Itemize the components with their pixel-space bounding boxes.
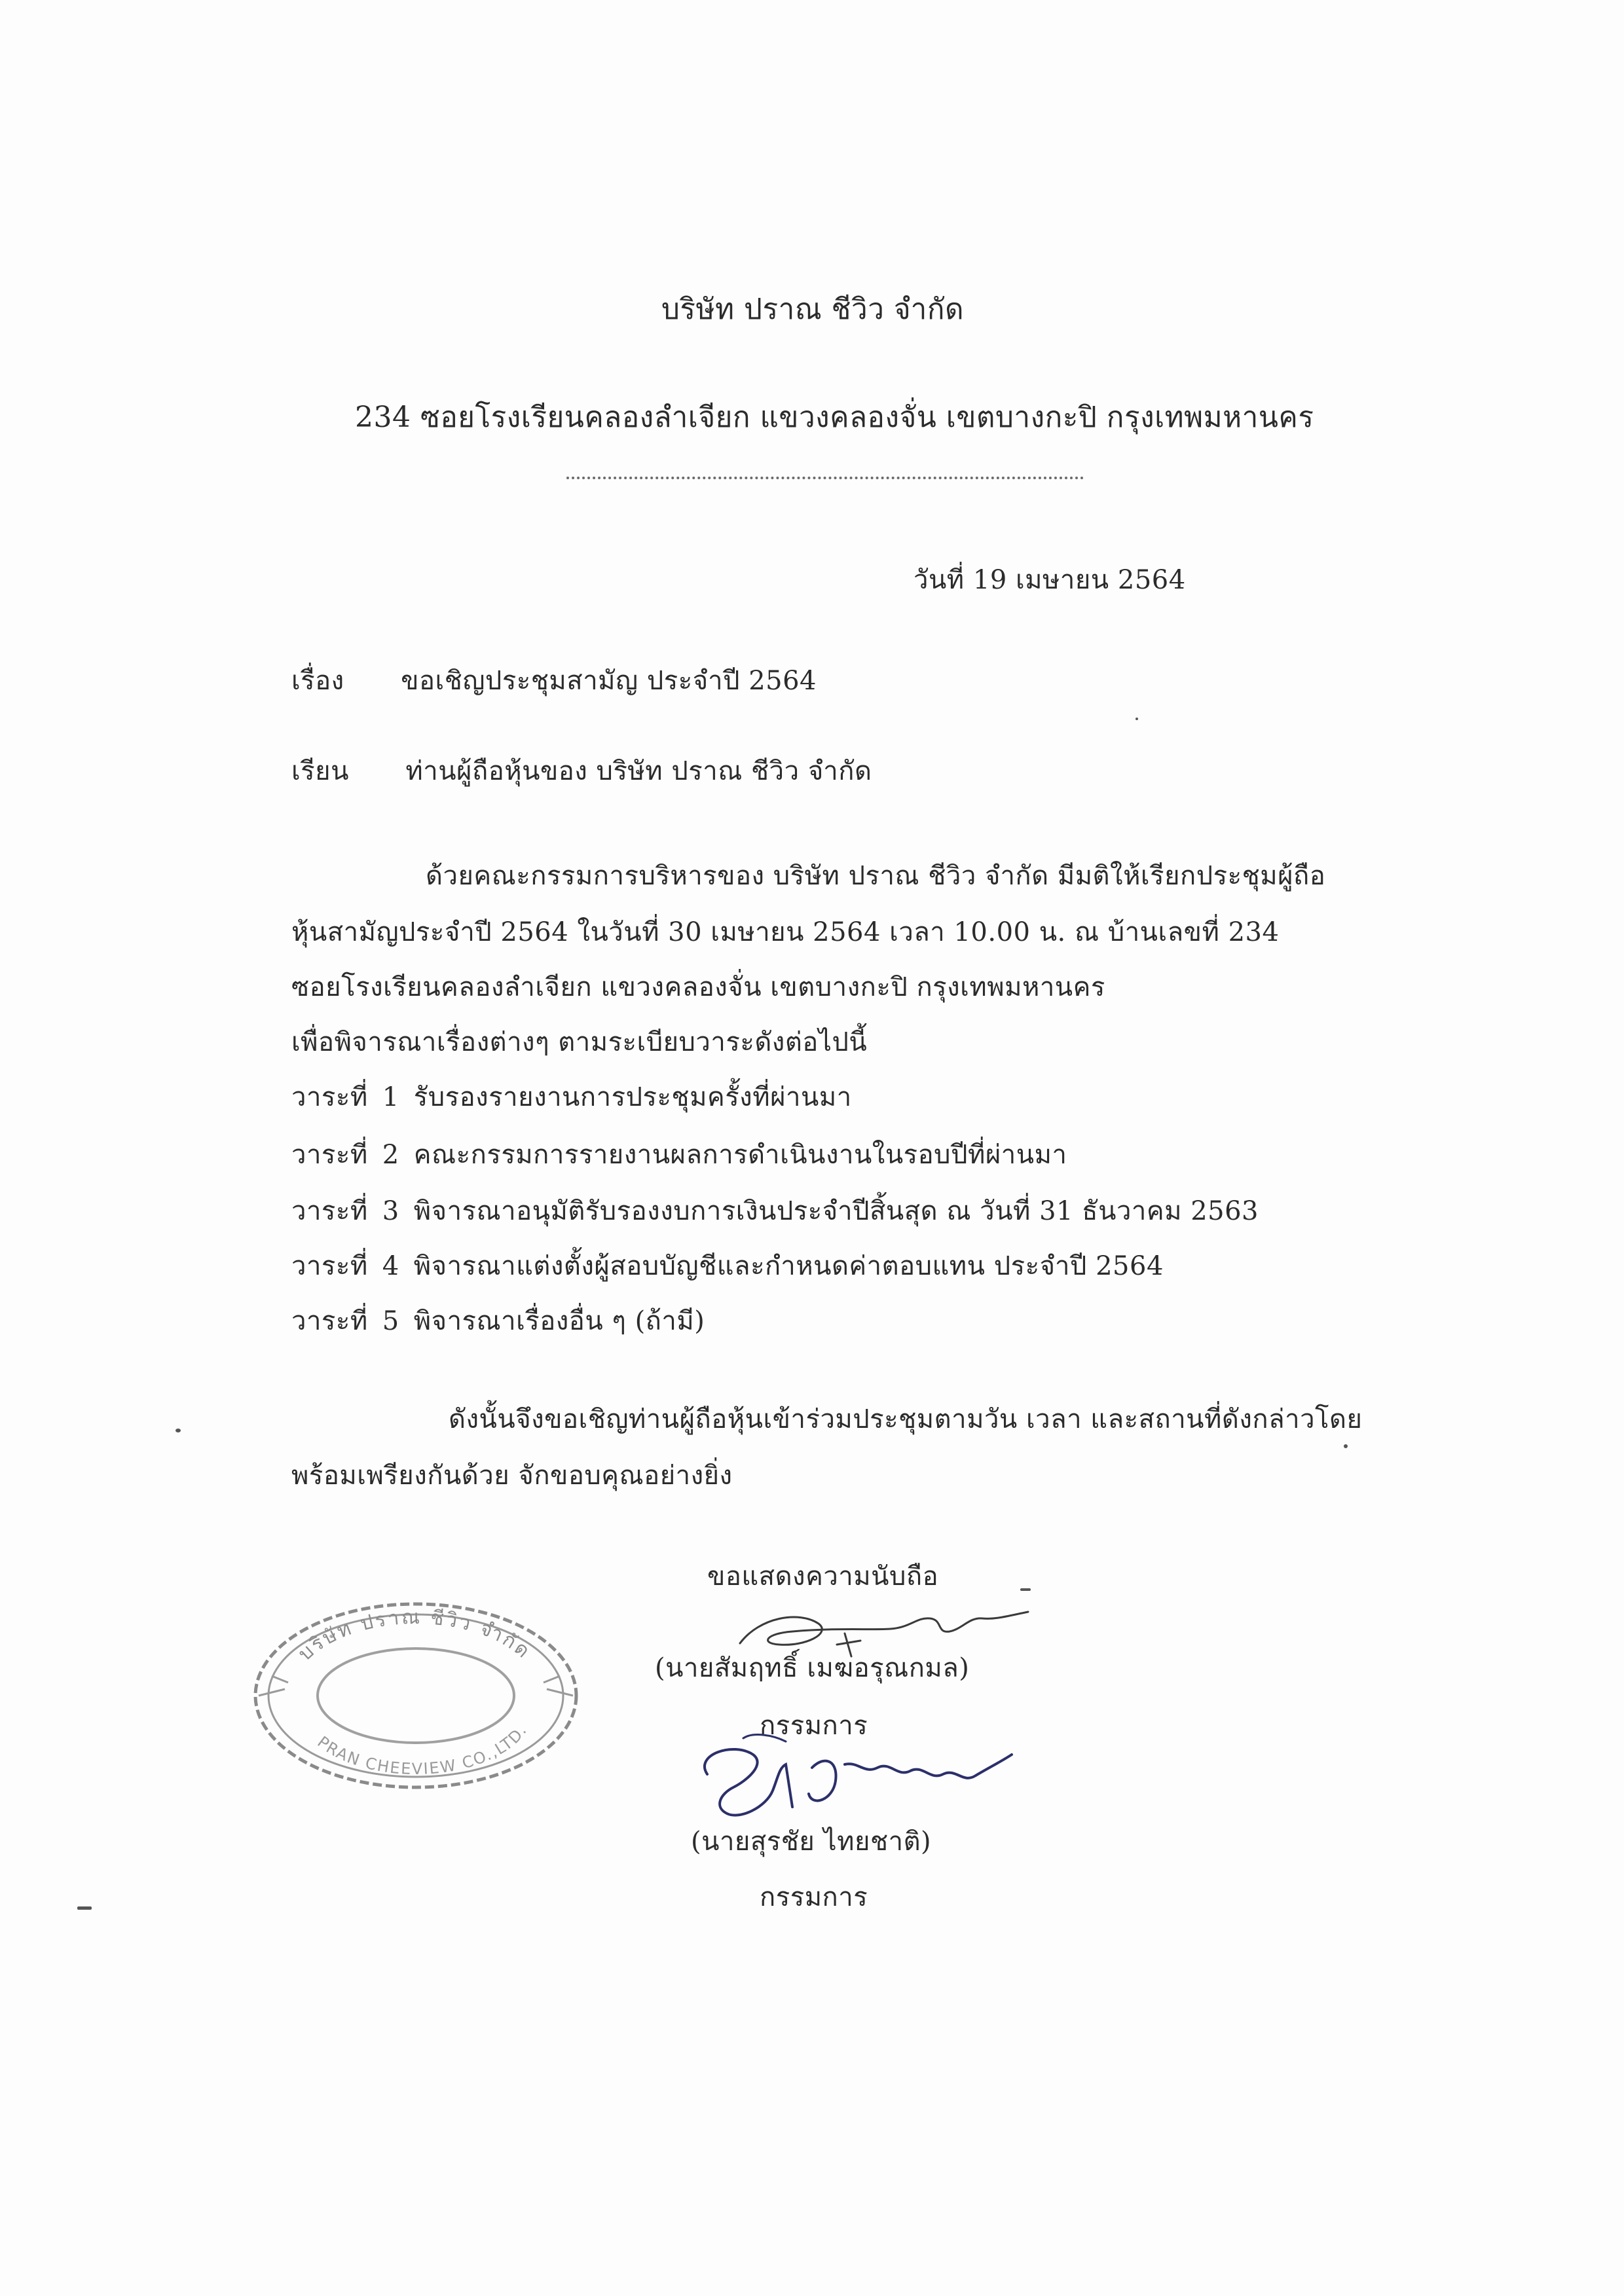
scan-speck [1020,1588,1031,1591]
agenda-item [291,1303,705,1339]
body-line-2: หุ้นสามัญประจำปี 2564 ในวันที่ 30 เมษายน 2564 เวลา 10.00 น. ณ บ้านเลขที่ 234 [291,917,1280,947]
body-line-1: ด้วยคณะกรรมการบริหารของ บริษัท ปราณ ชีวิว จำกัด มีมติให้เรียกประชุมผู้ถือ [426,861,1326,891]
agenda-item [291,1137,1067,1173]
agenda-label: วาระที่ [291,1140,368,1170]
header-separator [566,477,1084,479]
scan-speck [1344,1444,1348,1448]
stamp-bottom-text: PRAN CHEEVIEW CO.,LTD. [314,1721,531,1779]
agenda-item [291,1193,1259,1230]
agenda-label: วาระที่ [291,1196,368,1226]
closing-line-1: ดังนั้นจึงขอเชิญท่านผู้ถือหุ้นเข้าร่วมประชุมตามวัน เวลา และสถานที่ดังกล่าวโดย [449,1404,1363,1434]
closing-line-2: พร้อมเพรียงกันด้วย จักขอบคุณอย่างยิ่ง [291,1461,733,1491]
recipient-line [291,753,872,790]
svg-text:บริษัท ปราณ ชีวิว จำกัด [294,1606,536,1666]
scan-speck [175,1429,181,1432]
agenda-number: 5 [382,1306,399,1336]
regards-text: ขอแสดงความนับถือ [707,1561,939,1592]
agenda-label: วาระที่ [291,1082,368,1112]
agenda-label: วาระที่ [291,1306,368,1336]
scan-speck [77,1906,92,1910]
agenda-text: คณะกรรมการรายงานผลการดำเนินงานในรอบปีที่ผ่านมา [413,1140,1067,1170]
subject-label: เรื่อง [291,666,344,696]
recipient-label: เรียน [291,756,349,786]
stamp-top-text: บริษัท ปราณ ชีวิว จำกัด [293,1605,536,1666]
body-line-3: ซอยโรงเรียนคลองลำเจียก แขวงคลองจั่น เขตบางกะปิ กรุงเทพมหานคร [291,972,1105,1002]
agenda-text: พิจารณาอนุมัติรับรองงบการเงินประจำปีสิ้นสุด ณ วันที่ 31 ธันวาคม 2563 [413,1196,1259,1226]
subject-line [291,663,817,699]
agenda-number: 4 [382,1251,399,1281]
agenda-number: 2 [382,1140,399,1170]
agenda-number: 1 [382,1082,399,1112]
agenda-item [291,1079,852,1116]
signer1-name: (นายสัมฤทธิ์ เมฆอรุณกมล) [655,1653,970,1683]
body-line-4: เพื่อพิจารณาเรื่องต่างๆ ตามระเบียบวาระดังต่อไปนี้ [291,1027,868,1057]
signer2-title: กรรมการ [760,1882,868,1912]
signer2-name: (นายสุรชัย ไทยชาติ) [691,1827,932,1857]
scan-speck [1135,718,1138,720]
agenda-text: พิจารณาเรื่องอื่น ๆ (ถ้ามี) [413,1306,705,1336]
company-stamp [246,1597,586,1794]
recipient-text: ท่านผู้ถือหุ้นของ บริษัท ปราณ ชีวิว จำกัด [405,756,872,786]
subject-text: ขอเชิญประชุมสามัญ ประจำปี 2564 [401,666,817,696]
agenda-item [291,1248,1164,1285]
agenda-text: พิจารณาแต่งตั้งผู้สอบบัญชีและกำหนดค่าตอบแทน ประจำปี 2564 [413,1251,1164,1281]
signer1-title: กรรมการ [760,1711,868,1741]
agenda-text: รับรองรายงานการประชุมครั้งที่ผ่านมา [413,1082,852,1112]
agenda-number: 3 [382,1196,399,1226]
date-line: วันที่ 19 เมษายน 2564 [913,565,1186,595]
agenda-label: วาระที่ [291,1251,368,1281]
company-name: บริษัท ปราณ ชีวิว จำกัด [661,293,965,326]
company-address: 234 ซอยโรงเรียนคลองลำเจียก แขวงคลองจั่น เขตบางกะปิ กรุงเทพมหานคร [355,401,1314,434]
